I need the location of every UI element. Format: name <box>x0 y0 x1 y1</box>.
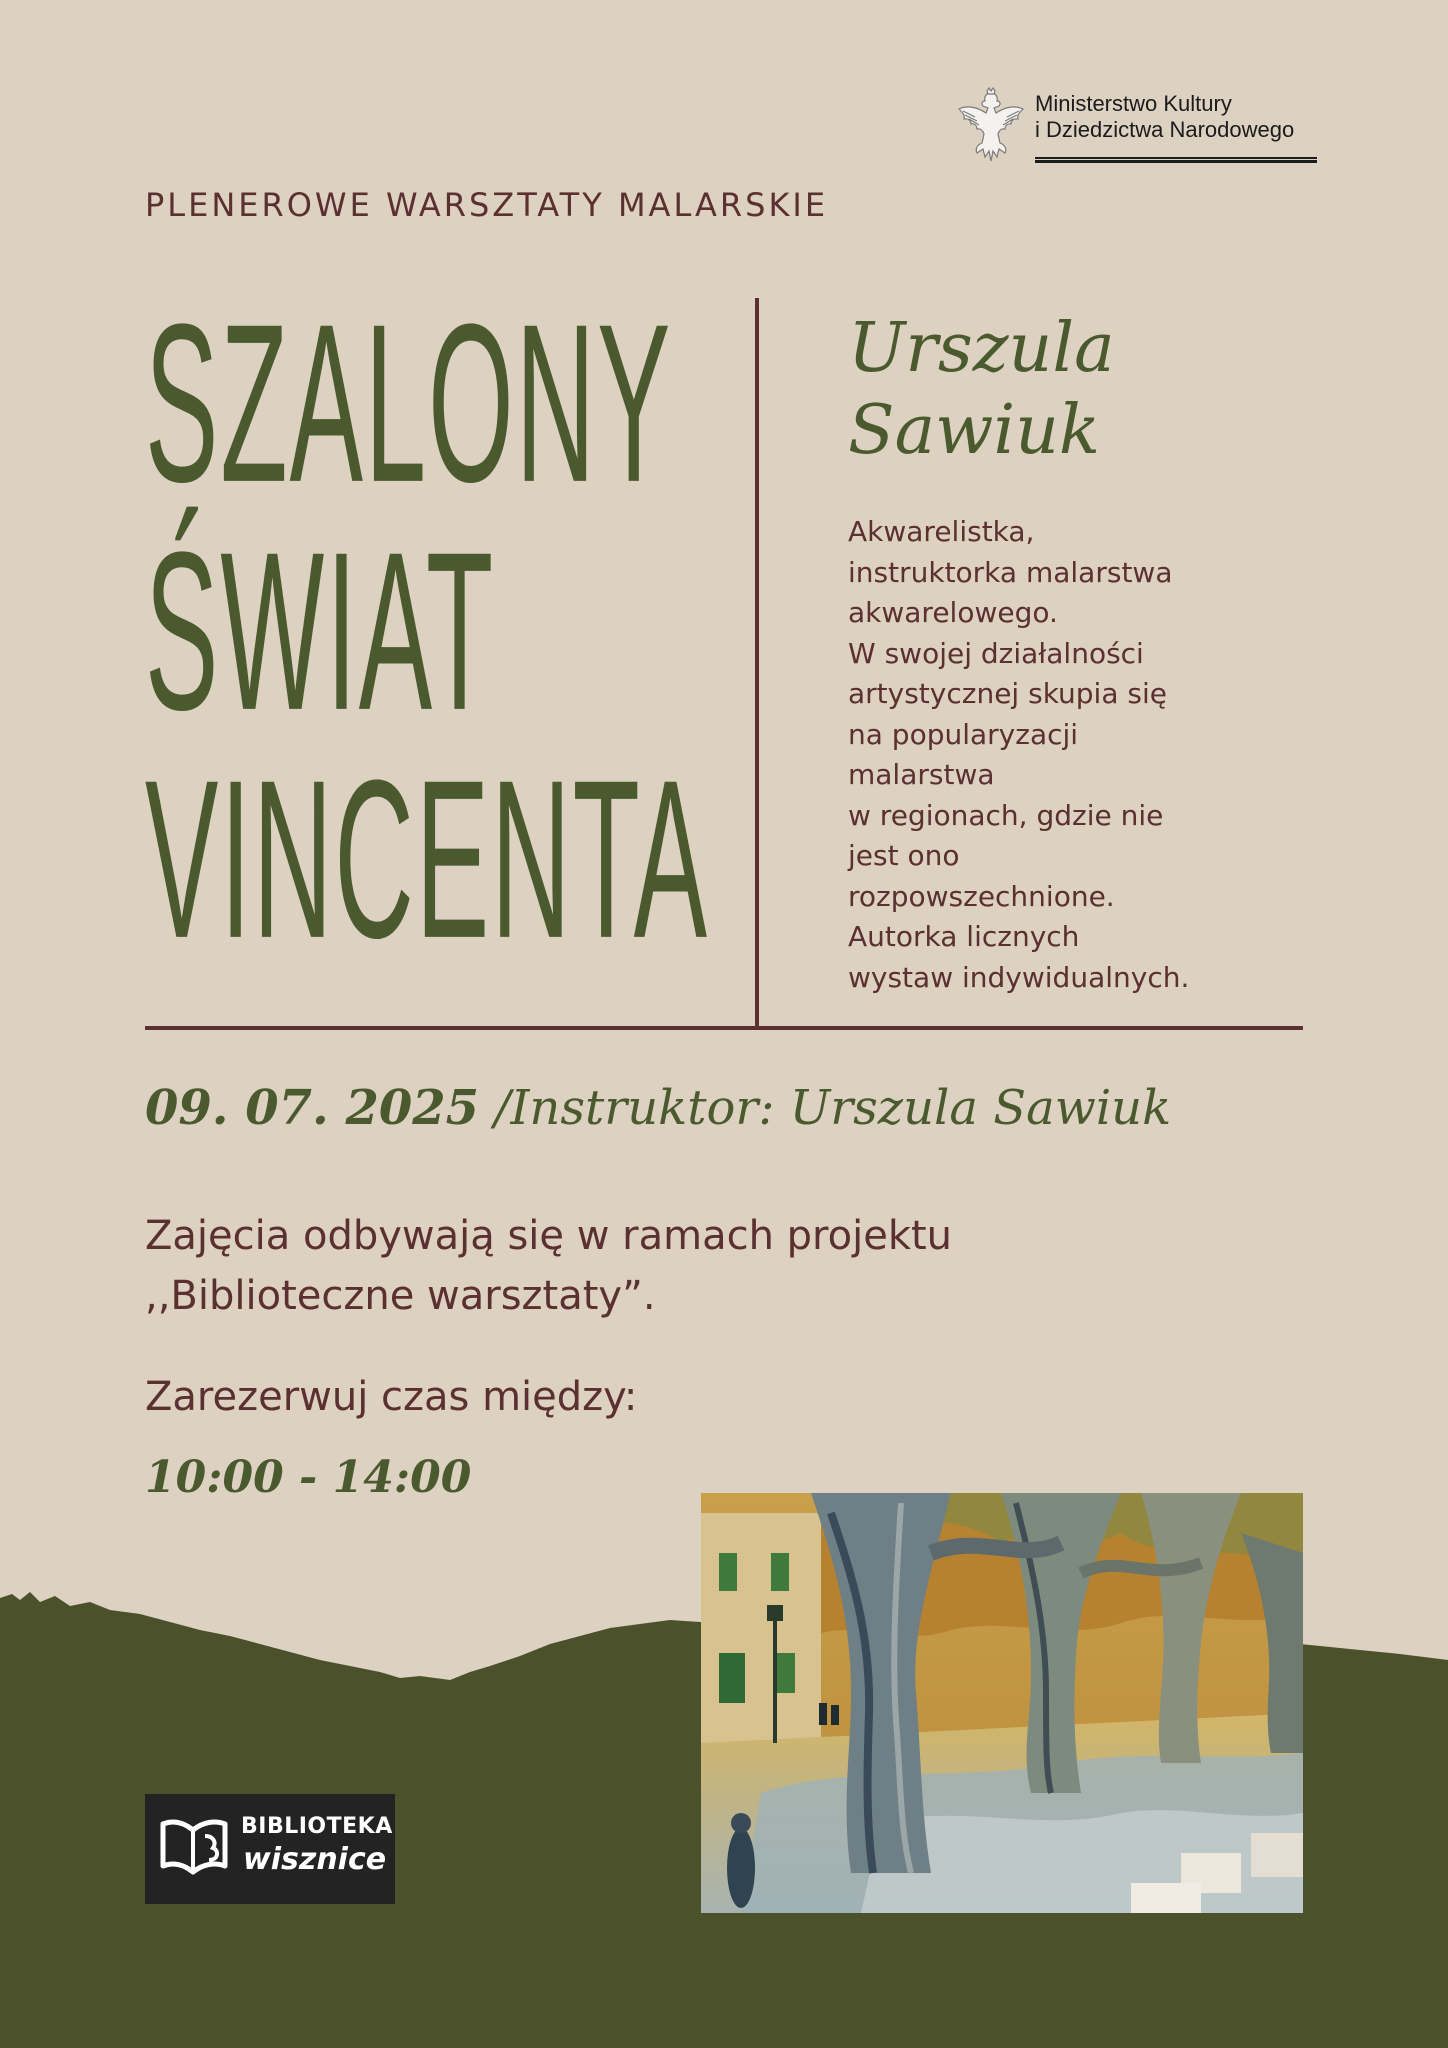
open-book-icon <box>159 1816 229 1878</box>
title-line-3: VINCENTA <box>145 733 710 987</box>
event-date: 09. 07. 2025 <box>145 1080 480 1136</box>
bio-line: rozpowszechnione. <box>848 879 1115 913</box>
title-line-1: SZALONY <box>145 277 673 531</box>
ministry-logo <box>955 85 1335 170</box>
horizontal-divider <box>145 1026 1303 1030</box>
event-subtitle: PLENEROWE WARSZTATY MALARSKIE <box>145 186 829 224</box>
eagle-emblem-icon <box>955 87 1027 165</box>
event-title <box>145 277 745 987</box>
project-line-1: Zajęcia odbywają się w ramach projektu <box>145 1213 953 1259</box>
bio-line: artystycznej skupia się <box>848 677 1167 710</box>
ministry-rule <box>1035 157 1317 163</box>
project-info <box>145 1206 952 1326</box>
bio-line: wystaw indywidualnych. <box>848 960 1190 994</box>
bio-line: malarstwa <box>848 758 995 791</box>
bio-line: instruktorka malarstwa <box>848 555 1173 589</box>
instructor-last-name: Sawiuk <box>848 391 1101 470</box>
date-instructor-line <box>145 1080 1171 1136</box>
library-logo <box>145 1794 395 1904</box>
event-hours: 10:00 - 14:00 <box>145 1452 472 1503</box>
bio-line: W swojej działalności <box>848 636 1144 670</box>
reserve-label: Zarezerwuj czas między: <box>145 1374 638 1420</box>
library-town: wisznice <box>243 1842 387 1877</box>
ministry-name <box>1035 91 1294 143</box>
instructor-bio <box>848 512 1189 998</box>
bio-line: w regionach, gdzie nie <box>848 798 1164 832</box>
bio-line: Autorka licznych <box>848 920 1080 953</box>
ministry-name-line1: Ministerstwo Kultury <box>1035 91 1232 116</box>
vertical-divider <box>755 298 759 1026</box>
project-line-2: ,,Biblioteczne warsztaty”. <box>145 1273 656 1319</box>
instructor-first-name: Urszula <box>848 309 1115 388</box>
title-line-2: ŚWIAT <box>145 505 496 759</box>
van-gogh-painting <box>701 1493 1303 1913</box>
bio-line: akwarelowego. <box>848 596 1058 629</box>
instructor-label: /Instruktor: Urszula Sawiuk <box>494 1080 1172 1136</box>
instructor-name <box>848 308 1115 472</box>
bio-line: jest ono <box>848 839 960 872</box>
library-name: BIBLIOTEKA <box>241 1814 393 1839</box>
ministry-name-line2: i Dziedzictwa Narodowego <box>1035 117 1295 142</box>
bio-line: Akwarelistka, <box>848 515 1035 548</box>
bio-line: na popularyzacji <box>848 717 1079 751</box>
